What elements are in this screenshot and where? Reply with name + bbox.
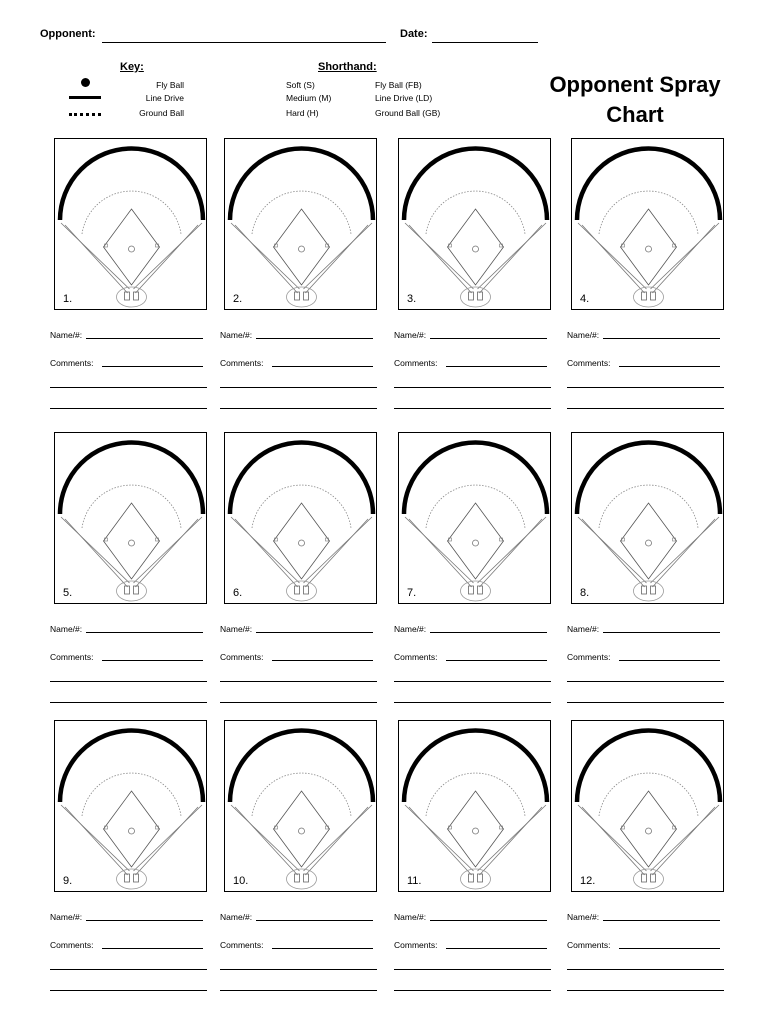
name-field[interactable] — [430, 632, 547, 633]
name-field[interactable] — [603, 338, 720, 339]
dot-icon — [81, 78, 90, 87]
comments-line-1[interactable] — [394, 969, 551, 970]
chart-number: 12. — [580, 875, 596, 887]
field-diagram — [572, 433, 725, 605]
solid-line-icon — [69, 96, 101, 99]
comments-line-1[interactable] — [567, 387, 724, 388]
shorthand-title: Shorthand: — [318, 61, 377, 73]
comments-field[interactable] — [619, 660, 720, 661]
comments-label: Comments: — [394, 652, 438, 662]
spray-chart-box-9[interactable] — [54, 720, 207, 892]
comments-line-2[interactable] — [50, 702, 207, 703]
chart-number: 8. — [580, 587, 590, 599]
name-label: Name/#: — [50, 330, 83, 340]
comments-line-2[interactable] — [220, 702, 377, 703]
name-field[interactable] — [603, 920, 720, 921]
name-label: Name/#: — [394, 330, 427, 340]
field-diagram — [399, 433, 552, 605]
chart-number: 3. — [407, 293, 417, 305]
chart-number: 4. — [580, 293, 590, 305]
name-label: Name/#: — [220, 330, 253, 340]
comments-line-1[interactable] — [220, 387, 377, 388]
comments-line-1[interactable] — [394, 387, 551, 388]
key-title: Key: — [120, 61, 144, 73]
key-ground-ball-label: Ground Ball — [139, 108, 184, 118]
comments-field[interactable] — [102, 366, 203, 367]
comments-field[interactable] — [102, 948, 203, 949]
comments-line-1[interactable] — [50, 681, 207, 682]
comments-field[interactable] — [619, 948, 720, 949]
dotted-line-icon — [69, 113, 101, 116]
chart-number: 10. — [233, 875, 249, 887]
comments-line-2[interactable] — [567, 990, 724, 991]
name-field[interactable] — [603, 632, 720, 633]
comments-line-1[interactable] — [394, 681, 551, 682]
comments-line-1[interactable] — [220, 681, 377, 682]
comments-field[interactable] — [446, 948, 547, 949]
name-label: Name/#: — [567, 330, 600, 340]
spray-chart-box-5[interactable] — [54, 432, 207, 604]
date-field[interactable] — [432, 42, 538, 43]
comments-label: Comments: — [50, 940, 94, 950]
comments-label: Comments: — [394, 358, 438, 368]
field-diagram — [399, 721, 552, 893]
comments-field[interactable] — [446, 660, 547, 661]
comments-label: Comments: — [220, 652, 264, 662]
comments-line-1[interactable] — [567, 681, 724, 682]
field-diagram — [225, 139, 378, 311]
key-fly-ball-label: Fly Ball — [156, 80, 184, 90]
comments-line-2[interactable] — [567, 702, 724, 703]
field-diagram — [55, 721, 208, 893]
comments-label: Comments: — [567, 940, 611, 950]
name-field[interactable] — [86, 338, 203, 339]
spray-chart-box-1[interactable] — [54, 138, 207, 310]
comments-line-1[interactable] — [50, 969, 207, 970]
chart-number: 7. — [407, 587, 417, 599]
comments-label: Comments: — [394, 940, 438, 950]
shorthand-ground-ball: Ground Ball (GB) — [375, 108, 441, 118]
spray-chart-box-7[interactable] — [398, 432, 551, 604]
field-diagram — [55, 433, 208, 605]
name-field[interactable] — [430, 920, 547, 921]
comments-field[interactable] — [272, 948, 373, 949]
comments-label: Comments: — [50, 358, 94, 368]
name-field[interactable] — [430, 338, 547, 339]
name-label: Name/#: — [394, 912, 427, 922]
shorthand-hard: Hard (H) — [286, 108, 319, 118]
comments-label: Comments: — [50, 652, 94, 662]
comments-line-2[interactable] — [394, 990, 551, 991]
spray-chart-box-2[interactable] — [224, 138, 377, 310]
comments-field[interactable] — [619, 366, 720, 367]
comments-line-2[interactable] — [50, 408, 207, 409]
comments-field[interactable] — [272, 366, 373, 367]
spray-chart-box-10[interactable] — [224, 720, 377, 892]
comments-label: Comments: — [220, 358, 264, 368]
comments-field[interactable] — [272, 660, 373, 661]
comments-field[interactable] — [446, 366, 547, 367]
page-title-line2: Chart — [606, 102, 664, 127]
opponent-field[interactable] — [102, 42, 386, 43]
date-label: Date: — [400, 28, 428, 40]
field-diagram — [399, 139, 552, 311]
comments-line-1[interactable] — [567, 969, 724, 970]
page-title — [545, 70, 725, 130]
spray-chart-box-8[interactable] — [571, 432, 724, 604]
comments-line-2[interactable] — [50, 990, 207, 991]
shorthand-soft: Soft (S) — [286, 80, 315, 90]
chart-number: 1. — [63, 293, 73, 305]
name-label: Name/#: — [567, 624, 600, 634]
key-line-drive-label: Line Drive — [145, 93, 184, 103]
field-diagram — [225, 433, 378, 605]
name-field[interactable] — [256, 338, 373, 339]
name-label: Name/#: — [50, 912, 83, 922]
chart-number: 6. — [233, 587, 243, 599]
comments-line-2[interactable] — [394, 702, 551, 703]
shorthand-line-drive: Line Drive (LD) — [375, 93, 433, 103]
name-label: Name/#: — [567, 912, 600, 922]
chart-number: 9. — [63, 875, 73, 887]
chart-number: 11. — [407, 875, 422, 887]
spray-chart-box-12[interactable] — [571, 720, 724, 892]
comments-line-1[interactable] — [50, 387, 207, 388]
comments-line-2[interactable] — [567, 408, 724, 409]
shorthand-medium: Medium (M) — [286, 93, 332, 103]
field-diagram — [55, 139, 208, 311]
spray-chart-box-11[interactable] — [398, 720, 551, 892]
name-field[interactable] — [256, 632, 373, 633]
name-label: Name/#: — [220, 912, 253, 922]
comments-line-2[interactable] — [220, 408, 377, 409]
spray-chart-box-3[interactable] — [398, 138, 551, 310]
spray-chart-box-4[interactable] — [571, 138, 724, 310]
page-title-line1: Opponent Spray — [549, 72, 721, 97]
comments-label: Comments: — [567, 358, 611, 368]
comments-line-1[interactable] — [220, 969, 377, 970]
field-diagram — [572, 139, 725, 311]
comments-field[interactable] — [102, 660, 203, 661]
comments-line-2[interactable] — [394, 408, 551, 409]
comments-line-2[interactable] — [220, 990, 377, 991]
chart-number: 5. — [63, 587, 73, 599]
name-field[interactable] — [86, 632, 203, 633]
chart-number: 2. — [233, 293, 243, 305]
name-field[interactable] — [256, 920, 373, 921]
comments-label: Comments: — [567, 652, 611, 662]
field-diagram — [572, 721, 725, 893]
opponent-label: Opponent: — [40, 28, 96, 40]
field-diagram — [225, 721, 378, 893]
name-label: Name/#: — [394, 624, 427, 634]
spray-chart-box-6[interactable] — [224, 432, 377, 604]
shorthand-fly-ball: Fly Ball (FB) — [375, 80, 422, 90]
comments-label: Comments: — [220, 940, 264, 950]
name-field[interactable] — [86, 920, 203, 921]
name-label: Name/#: — [50, 624, 83, 634]
name-label: Name/#: — [220, 624, 253, 634]
